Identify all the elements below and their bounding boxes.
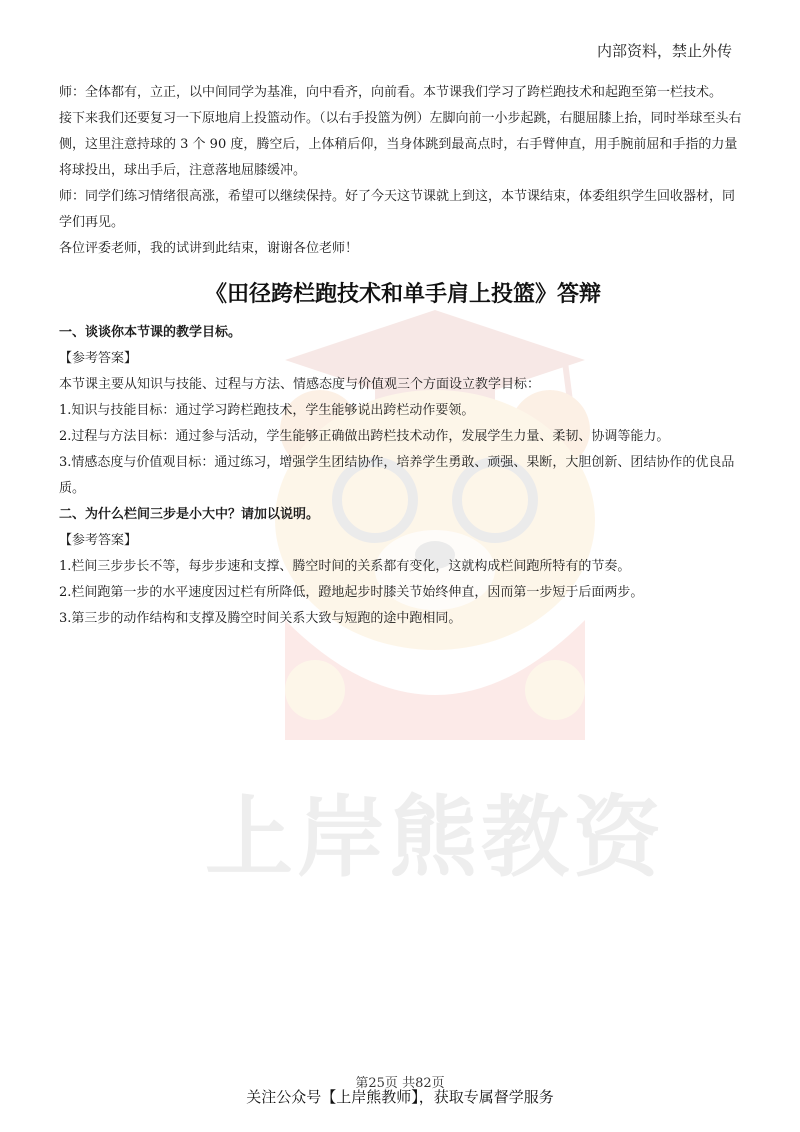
- section-title: 《田径跨栏跑技术和单手肩上投篮》答辩: [204, 282, 601, 307]
- answer-line: 1.栏间三步步长不等，每步步速和支撑、腾空时间的关系都有变化，这就构成栏间跑所特有的节奏。: [59, 559, 631, 574]
- paragraph: 师：同学们练习情绪很高涨，希望可以继续保持。好了今天这节课就上到这，本节课结束，体委组织学生回收器材，同学们再见。: [59, 189, 736, 230]
- confidential-note: 内部资料，禁止外传: [596, 42, 732, 60]
- paragraph: 接下来我们还要复习一下原地肩上投篮动作。（以右手投篮为例）左脚向前一小步起跳，右腿屈膝上抬，同时举球至头右侧，这里注意持球的 3 个 90 度，腾空后，上体稍后仰，当身体跳到最高点时，右手臂伸直，用手腕前屈和手指的力量将球投出，球出手后，注意落地屈膝缓冲。: [59, 111, 742, 178]
- answer-line: 3.情感态度与价值观目标：通过练习，增强学生团结协作，培养学生勇敢、顽强、果断，大胆创新、团结协作的优良品质。: [59, 455, 735, 496]
- question-heading: 二、为什么栏间三步是小大中？请加以说明。: [59, 507, 320, 522]
- answer-line: 1.知识与技能目标：通过学习跨栏跑技术，学生能够说出跨栏动作要领。: [59, 403, 475, 418]
- page-content: [59, 80, 747, 632]
- question-heading: 一、谈谈你本节课的教学目标。: [59, 325, 242, 340]
- answer-line: 2.栏间跑第一步的水平速度因过栏有所降低，蹬地起步时膝关节始终伸直，因而第一步短于后面两步。: [59, 585, 644, 600]
- answer-line: 本节课主要从知识与技能、过程与方法、情感态度与价值观三个方面设立教学目标：: [59, 377, 541, 392]
- page-number: 第25页 共82页: [355, 1076, 445, 1091]
- brand-watermark-text: 上岸熊教资: [204, 786, 665, 889]
- paragraph: 各位评委老师，我的试讲到此结束，谢谢各位老师！: [59, 241, 359, 256]
- answer-label: 【参考答案】: [59, 533, 138, 548]
- footer-promo-text: 关注公众号【上岸熊教师】，获取专属督学服务: [246, 1088, 554, 1106]
- answer-line: 3.第三步的动作结构和支撑及腾空时间关系大致与短跑的途中跑相同。: [59, 611, 462, 626]
- answer-label: 【参考答案】: [59, 351, 138, 366]
- paragraph: 师：全体都有，立正，以中间同学为基准，向中看齐，向前看。本节课我们学习了跨栏跑技术和起跑至第一栏技术。: [59, 85, 723, 100]
- answer-line: 2.过程与方法目标：通过参与活动，学生能够正确做出跨栏技术动作，发展学生力量、柔韧、协调等能力。: [59, 429, 670, 444]
